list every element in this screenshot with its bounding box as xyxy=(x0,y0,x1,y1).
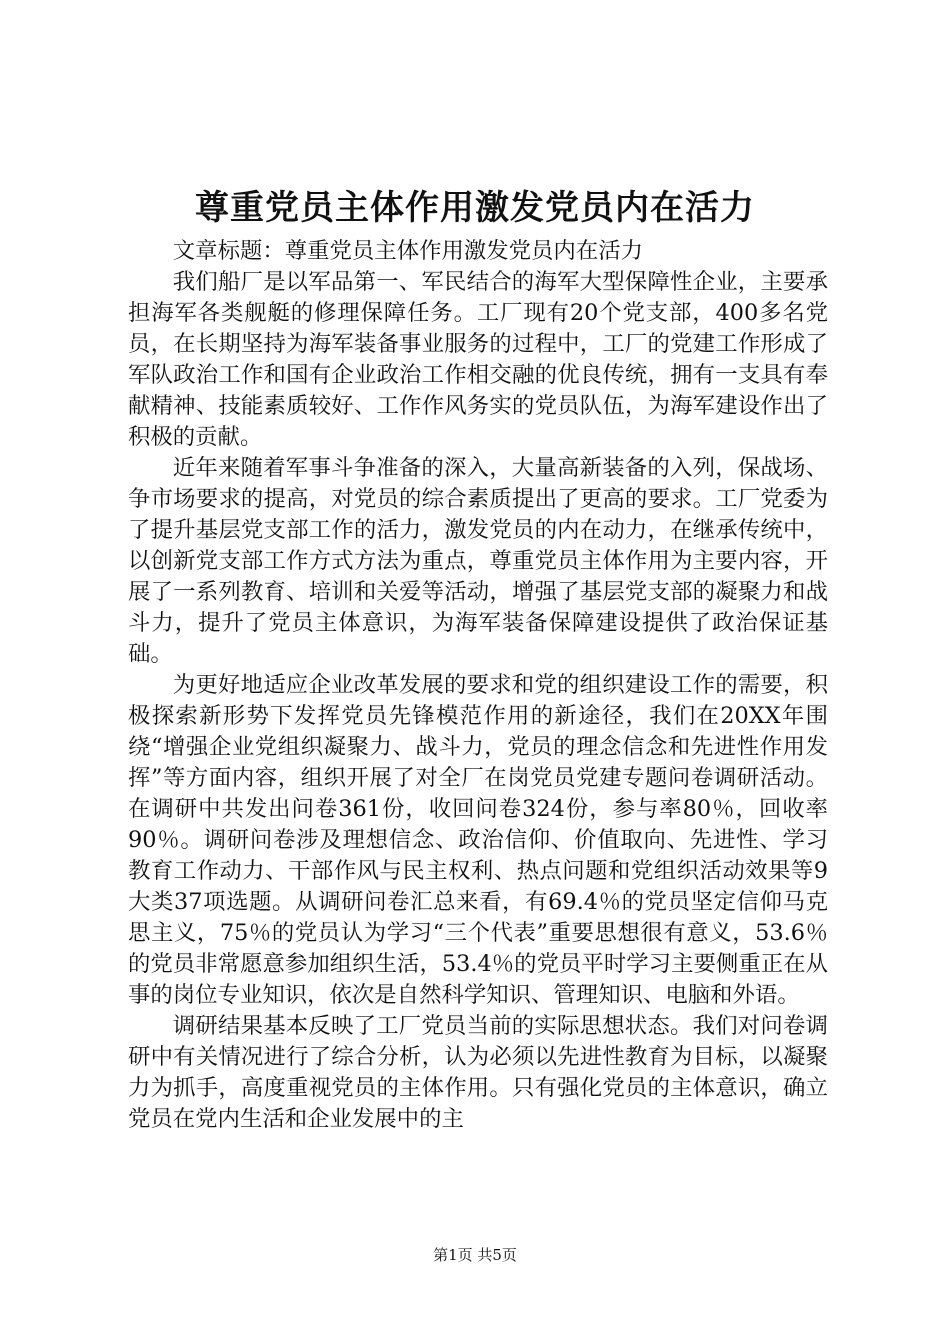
page-footer: 第1页 共5页 xyxy=(433,1246,517,1264)
paragraph-article-title: 文章标题：尊重党员主体作用激发党员内在活力 xyxy=(172,238,643,264)
paragraph-survey: 为更好地适应企业改革发展的要求和党的组织建设工作的需要，积极探索新形势下发挥党员先锋模范作用的新途径，我们在20XX年围绕“增强企业党组织凝聚力、战斗力，党员的理念信念和先进性作用发挥”等方面内容，组织开展了对全厂在岗党员党建专题问卷调研活动。在调研中共发出问卷361份，收回问卷324份，参与率80％，回收率90％。调研问卷涉及理想信念、政治信仰、价值取向、先进性、学习教育工作动力、干部作风与民主权利、热点问题和党组织活动效果等9大类37项选题。从调研问卷汇总来看，有69.4％的党员坚定信仰马克思主义，75％的党员认为学习“三个代表”重要思想很有意义，53.6％的党员非常愿意参加组织生活，53.4％的党员平时学习主要侧重正在从事的岗位专业知识，依次是自然科学知识、管理知识、电脑和外语。 xyxy=(128,672,828,1008)
paragraph-background: 近年来随着军事斗争准备的深入，大量高新装备的入列，保战场、争市场要求的提高，对党员的综合素质提出了更高的要求。工厂党委为了提升基层党支部工作的活力，激发党员的内在动力，在继承传统中，以创新党支部工作方式方法为重点，尊重党员主体作用为主要内容，开展了一系列教育、培训和关爱等活动，增强了基层党支部的凝聚力和战斗力，提升了党员主体意识，为海军装备保障建设提供了政治保证基础。 xyxy=(128,455,828,667)
document-title: 尊重党员主体作用激发党员内在活力 xyxy=(195,188,755,228)
paragraph-intro: 我们船厂是以军品第一、军民结合的海军大型保障性企业，主要承担海军各类舰艇的修理保障任务。工厂现有20个党支部，400多名党员，在长期坚持为海军装备事业服务的过程中，工厂的党建工作形成了军队政治工作和国有企业政治工作相交融的优良传统，拥有一支具有奉献精神、技能素质较好、工作作风务实的党员队伍，为海军建设作出了积极的贡献。 xyxy=(128,269,828,450)
paragraph-analysis: 调研结果基本反映了工厂党员当前的实际思想状态。我们对问卷调研中有关情况进行了综合分析，认为必须以先进性教育为目标，以凝聚力为抓手，高度重视党员的主体作用。只有强化党员的主体意识，确立党员在党内生活和企业发展中的主 xyxy=(128,1013,828,1132)
document-body xyxy=(128,236,828,1135)
